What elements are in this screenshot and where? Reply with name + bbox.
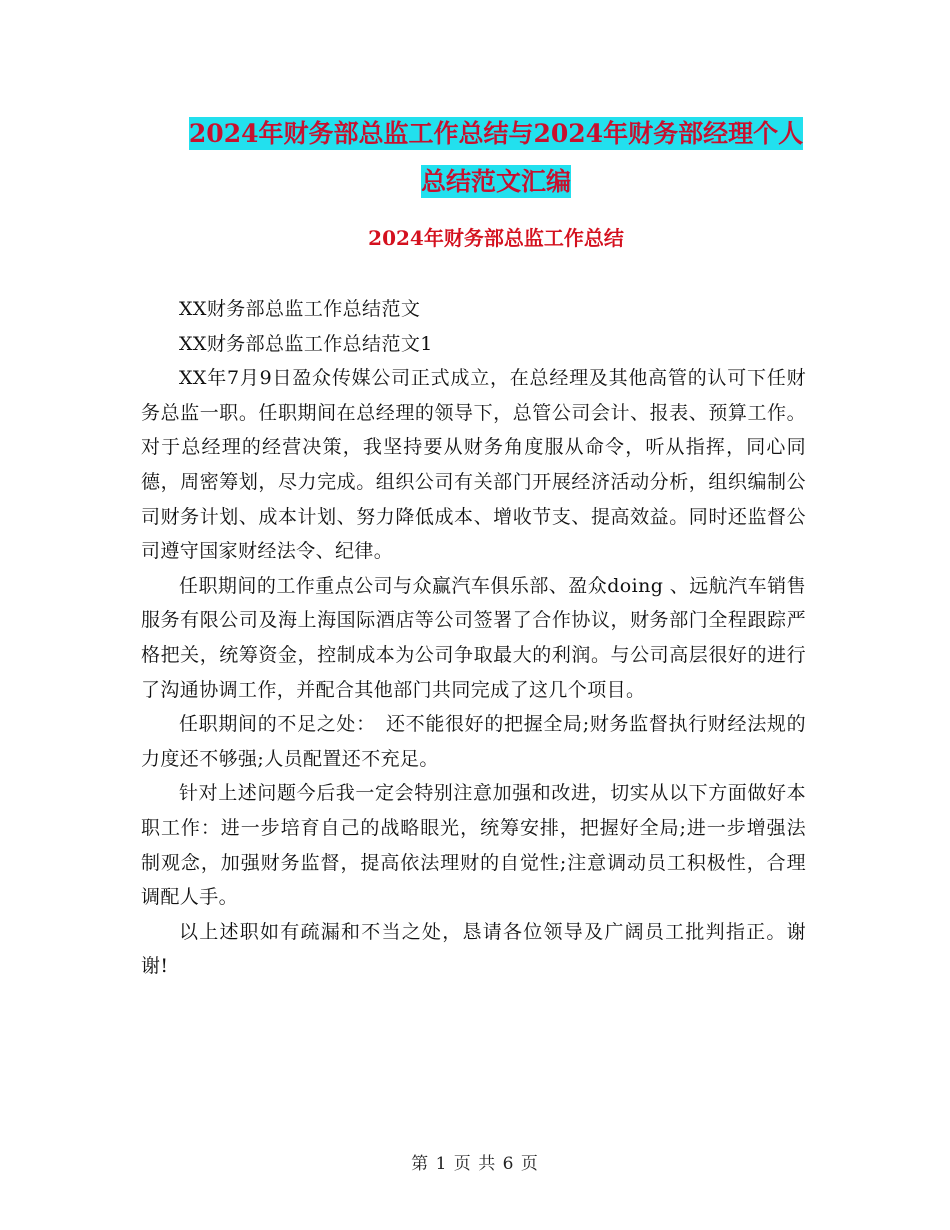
paragraph: 任职期间的工作重点公司与众赢汽车俱乐部、盈众doing 、远航汽车销售服务有限公司及海上海国际酒店等公司签署了合作协议，财务部门全程跟踪严格把关，统筹资金，控制成本为公司争取最大的利润。与公司高层很好的进行了沟通协调工作，并配合其他部门共同完成了这几个项目。 <box>141 574 806 701</box>
page-footer: 第 1 页 共 6 页 <box>411 1154 539 1174</box>
paragraph: 任职期间的不足之处： 还不能很好的把握全局;财务监督执行财经法规的力度还不够强;人员配置还不充足。 <box>141 713 806 770</box>
paragraph: XX财务部总监工作总结范文1 <box>179 332 433 355</box>
section-title: 2024年财务部总监工作总结 <box>368 226 624 250</box>
paragraph: 针对上述问题今后我一定会特别注意加强和改进，切实从以下方面做好本职工作：进一步培育自己的战略眼光，统筹安排，把握好全局;进一步增强法制观念，加强财务监督，提高依法理财的自觉性;注意调动员工积极性，合理调配人手。 <box>141 782 806 909</box>
paragraph: XX年7月9日盈众传媒公司正式成立，在总经理及其他高管的认可下任财务总监一职。任职期间在总经理的领导下，总管公司会计、报表、预算工作。对于总经理的经营决策，我坚持要从财务角度服从命令，听从指挥，同心同德，周密筹划，尽力完成。组织公司有关部门开展经济活动分析，组织编制公司财务计划、成本计划、努力降低成本、增收节支、提高效益。同时还监督公司遵守国家财经法令、纪律。 <box>141 367 806 563</box>
paragraph: 以上述职如有疏漏和不当之处，恳请各位领导及广阔员工批判指正。谢谢! <box>141 920 806 978</box>
document-body <box>141 292 806 984</box>
document-title <box>140 110 852 206</box>
document-title-line-2: 总结范文汇编 <box>420 167 571 196</box>
paragraph: XX财务部总监工作总结范文 <box>179 298 421 320</box>
document-title-line-1: 2024年财务部总监工作总结与2024年财务部经理个人 <box>188 119 804 148</box>
